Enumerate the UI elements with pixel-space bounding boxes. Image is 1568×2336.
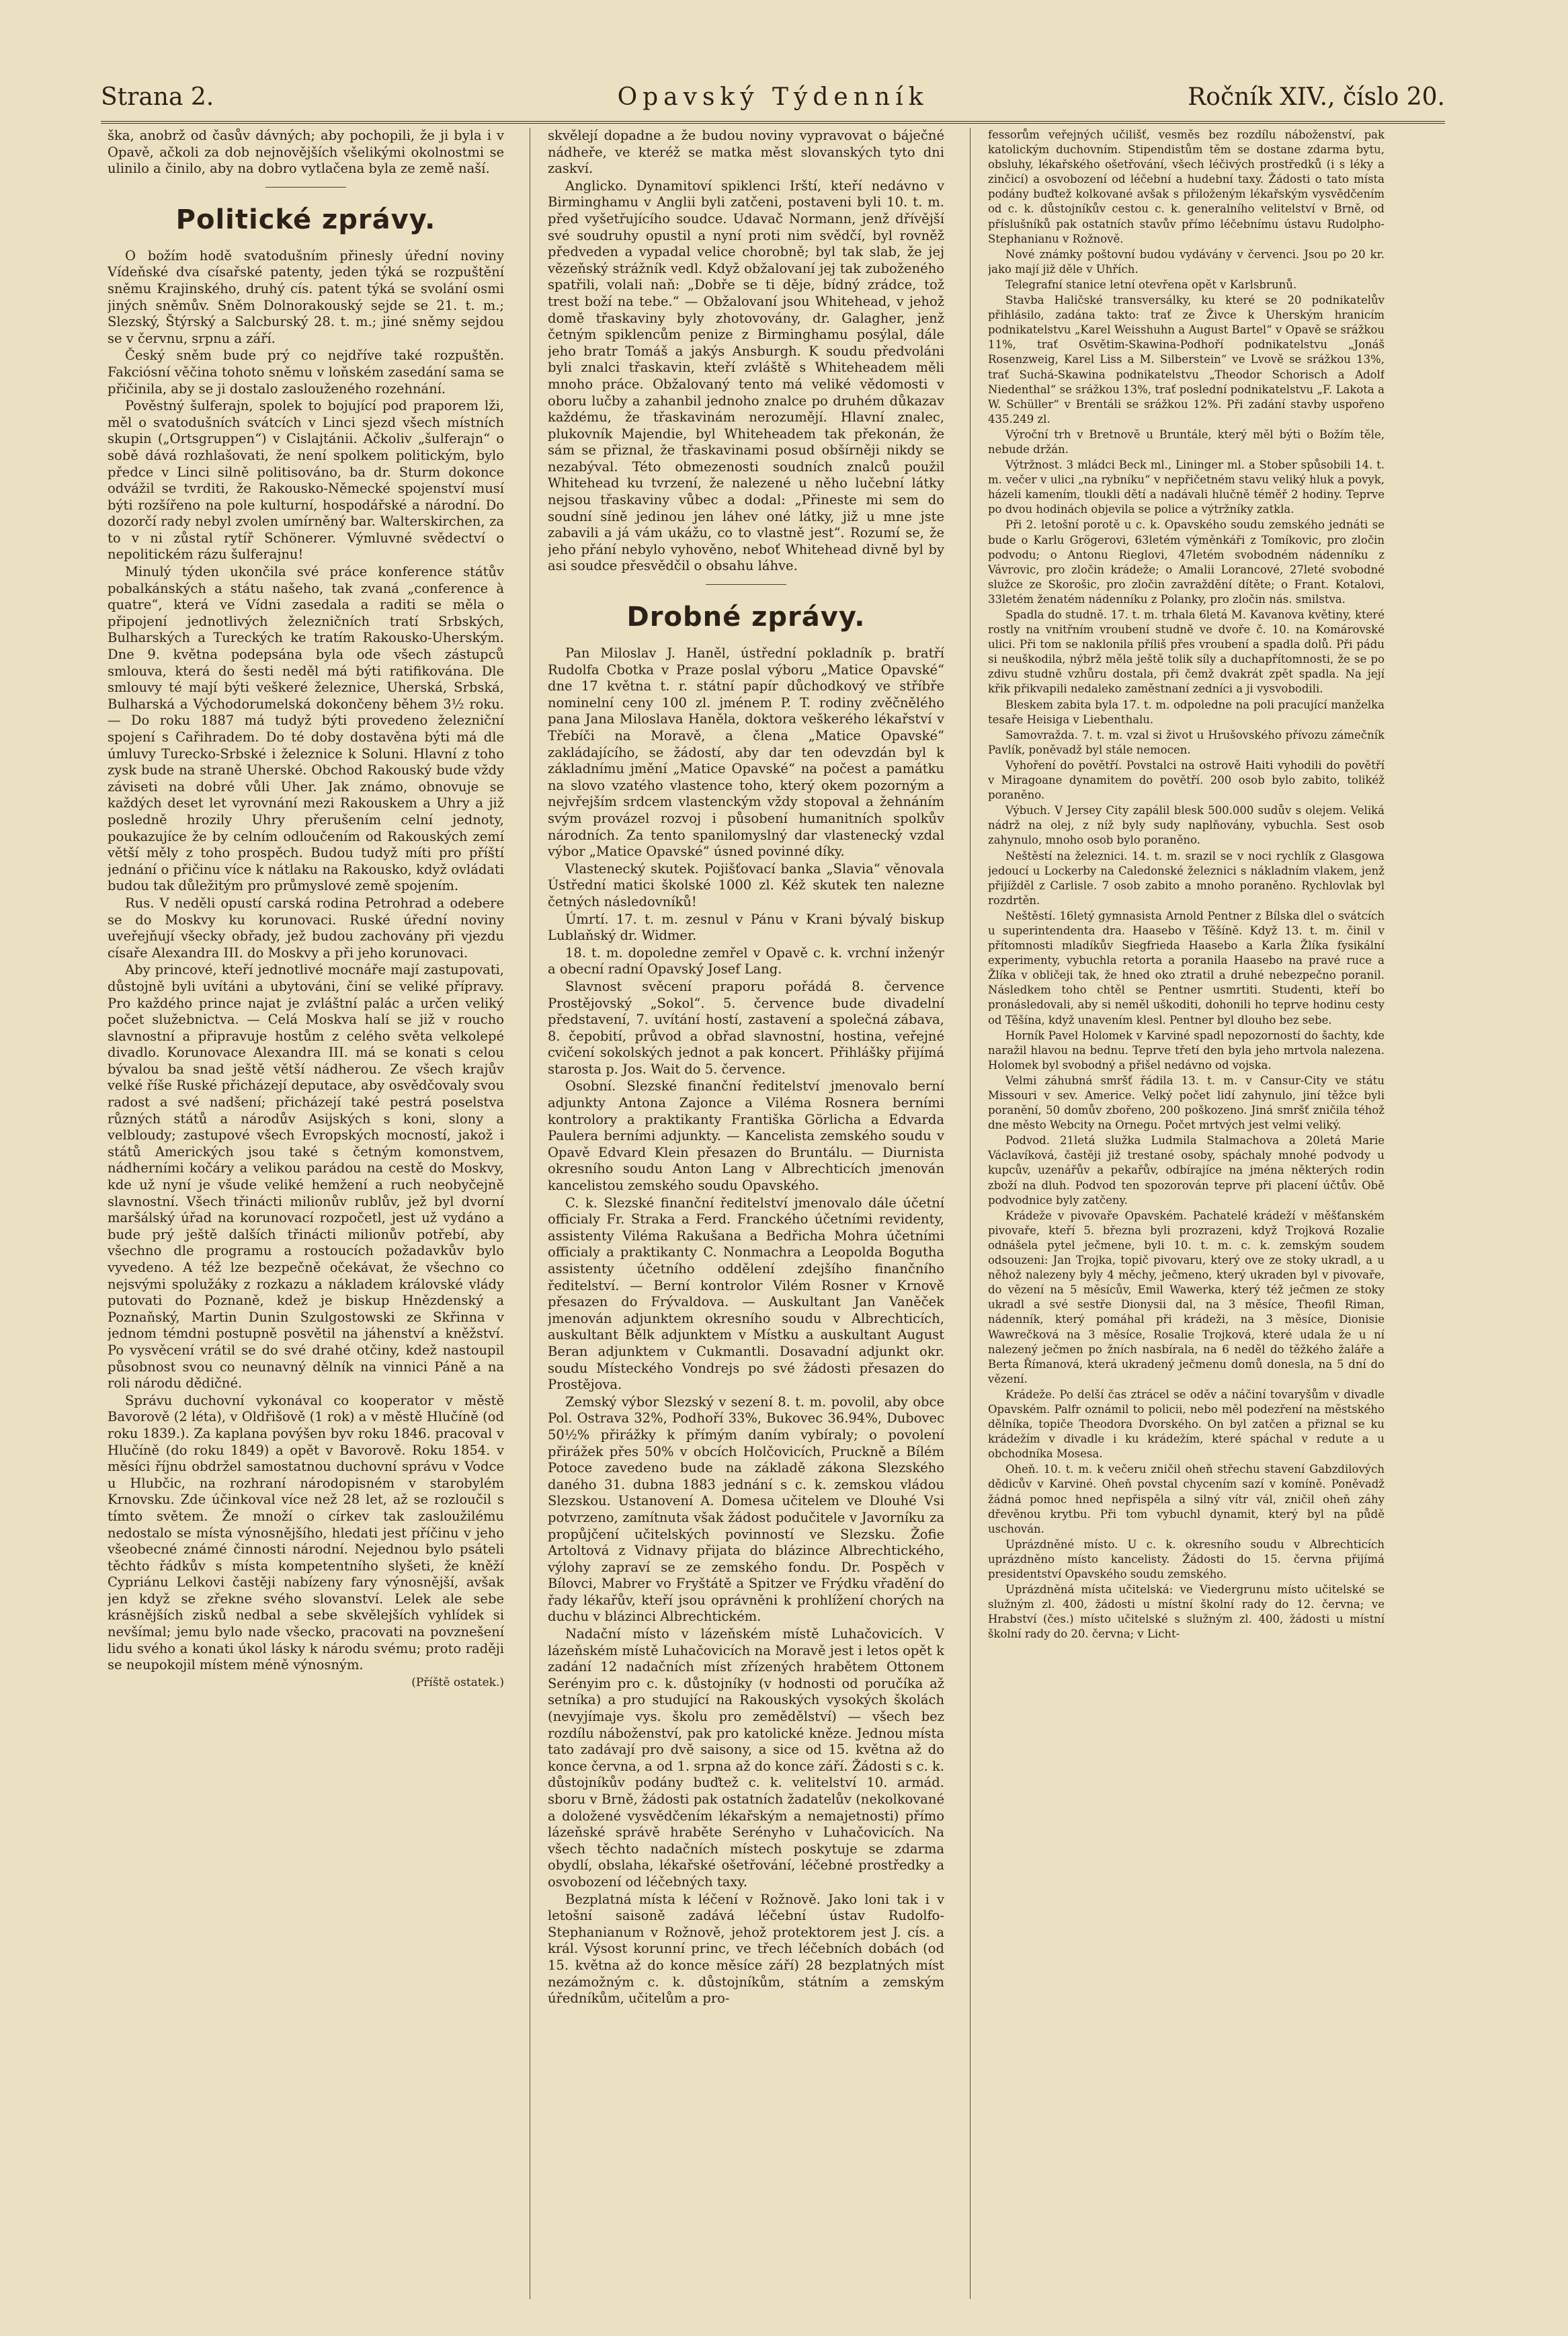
- news-item: Samovražda. 7. t. m. vzal si život u Hrušovského přívozu zámečník Pavlík, poněvadž byl stále nemocen.: [988, 728, 1385, 756]
- news-item: Nové známky poštovní budou vydávány v červenci. Jsou po 20 kr. jako mají již děle v Uhřích.: [988, 247, 1385, 276]
- article-paragraph: Správu duchovní vykonával co kooperator v městě Bavorově (2 léta), v Oldřišově (1 rok) a v městě Hlučíně (od roku 1839.). Za kaplana povýšen byv roku 1846. pracoval v Hlučíně (do roku 1849) a opět v Bavorově. Roku 1854. v měsíci říjnu obdržel samostatnou duchovní správu v Vodce u Hlubčic, na rozhraní národopisném v starobylém Krnovsku. Zde účinkoval více než 28 let, až se rozloučil s tímto světem. Že množí o církev tak zasloužilému nedostalo se místa výnosnějšího, hledati jest příčinu v jeho všeobecné známé činnosti národní. Nejednou bylo psáteli těchto řádkův s místa kompetentního slyšeti, že kněží Cypriánu Lelkovi častěji nabízeny fary výnosnější, avšak jen když se zřekne svého slovanství. Lelek ale sebe krásnějších zisků nedbal a sebe skvělejších vyhlídek si nevšímal; jemu bylo nade všecko, pracovati na povznešení lidu svého a konati úkol lásky k národu svému; proto raději se neupokojil místem méně výnosným.: [108, 1392, 504, 1673]
- news-item: C. k. Slezské finanční ředitelství jmenovalo dále účetní officialy Fr. Straka a Ferd. Franckého účetními revidenty, assistenty Viléma Rakušana a Bedřicha Mohra účetními officialy a praktikanty C. Nonmachra a Leopolda Bogutha assistenty účetního oddělení zdejšího finančního ředitelství. — Berní kontrolor Vilém Rosner v Krnově přesazen do Frývaldova. — Auskultant Jan Vaněček jmenován adjunktem okresního soudu v Albrechticích, auskultant Bělk adjunktem v Místku a auskultant August Beran adjunktem v Cukmantli. Dosavadní adjunkt okr. soudu Místeckého Vondrejs po své žádosti přesazen do Prostějova.: [548, 1195, 944, 1393]
- section-heading-short-news: Drobné zprávy.: [626, 602, 866, 633]
- continued-note: (Příště ostatek.): [411, 1675, 504, 1689]
- news-item: Spadla do studně. 17. t. m. trhala 6letá M. Kavanova květiny, které rostly na vnitřním vroubení studně ve dvoře č. 10. na Komárovské ulici. Při tom se naklonila příliš přes vroubení a spadla dolů. Při pádu si neuškodila, nýbrž měla ještě tolik síly a duchapřítomnosti, že se po zdivu studně vzhůru dostala, při čemž dvakrát zpět spadla. Na její křik přikvapili nedaleko zaměstnaní zedníci a ji vysvobodili.: [988, 608, 1385, 696]
- article-paragraph: Rus. V neděli opustí carská rodina Petrohrad a odebere se do Moskvy ku korunovaci. Ruské úřední noviny uveřejňují všecky obřady, jež budou zachovány při vjezdu císaře Alexandra III. do Moskvy a při jeho korunovaci.: [108, 895, 504, 961]
- news-item: Bezplatná místa k léčení v Rožnově. Jako loni tak i v letošní saisoně zadává léčební ústav Rudolfo-Stephanianum v Rožnově, jehož protektorem jest J. cís. a král. Výsost korunní princ, ve třech léčebních dobách (od 15. května až do konce měsíce září) 28 bezplatných míst nezámožným c. k. důstojníkům, státním a zemským úředníkům, učitelům a pro-: [548, 1891, 944, 2007]
- news-item: Zemský výbor Slezský v sezení 8. t. m. povolil, aby obce Pol. Ostrava 32%, Podhoří 33%, Bukovec 36.94%, Dubovec 50½% přirážky k přímým daním vybíraly; o povolení přirážek přes 50% v obcích Holčovicích, Pruckně a Bílém Potoce zavedeno bude na základě zákona Slezského daného 31. dubna 1883 jednání s c. k. zemskou vládou Slezskou. Ustanovení A. Domesa učitelem ve Dlouhé Vsi potvrzeno, zamítnuta však žádost podučitele v Javorníku za propůjčení učitelských povinností ve Slezsku. Žofie Artoltová z Vidnavy přijata do blázince Albrechtického, výlohy zapraví se ze zemského fondu. Dr. Pospěch v Bílovci, Mabrer vo Fryštátě a Spitzer ve Frýdku vřadění do řady lékařův, kteří jsou oprávněni k prohlížení chorých na duchu v blázinci Albrechtickém.: [548, 1394, 944, 1625]
- issue-info: Ročník XIV., číslo 20.: [1188, 83, 1445, 111]
- news-item: Nadační místo v lázeňském místě Luhačovicích. V lázeňském místě Luhačovicích na Moravě jest i letos opět k zadání 12 nadačních míst zřízených hrabětem Ottonem Serényim pro c. k. důstojníky (v hodnosti od poručíka až setníka) a pro studující na Rakouských vysokých školách (nevyjímaje vys. školu pro zemědělství) — všech bez rozdílu náboženství, pak pro katolické kněze. Jednou místa tato zadávají pro dvě saisony, a sice od 15. května až do konce června, a od 1. srpna až do konce září. Žádosti s c. k. důstojníkův podány buďtež c. k. velitelství 10. armád. sboru v Brně, žádosti pak ostatních žadatelův (nekolkované a doložené vysvědčením lékařským a nemajetnosti) přímo lázeňské správě hraběte Serényho v Luhačovicích. Na všech těchto nadačních místech poskytuje se zdarma obydlí, obslaha, lékařské ošetřování, léčebné prostředky a osvobození od léčebných taxy.: [548, 1626, 944, 1890]
- news-item: Horník Pavel Holomek v Karviné spadl nepozorností do šachty, kde naražil hlavou na bednu. Teprve třetí den byla jeho mrtvola nalezena. Holomek byl svobodný a přišel nedávno od vojska.: [988, 1029, 1385, 1072]
- article-continuation: skvělejí dopadne a že budou noviny vypravovat o báječné nádheře, ve kteréž se matka měst slovanských tyto dni zaskví.: [548, 128, 944, 177]
- news-item: Neštěstí. 16letý gymnasista Arnold Pentner z Bílska dlel o svátcích u superintendenta dra. Haasebo v Těšíně. Když 13. t. m. činil v přítomnosti mladíkův Siegfrieda Haasebo a Karla Žlíka fysikální experimenty, vybuchla retorta a poranila Haasebo na pravé ruce a Žlíka v obličeji tak, že hned oko ztratil a druhé nebezpečno poranil. Následkem toho chtěl se Pentner usmrtiti. Studenti, kteří bo pronásledovali, aby si neměl uškoditi, dohonili ho teprve hodinu cesty od Těšína, když unavením klesl. Pentner byl dlouho bez sebe.: [988, 909, 1385, 1026]
- article-continuation: ška, anobrž od časův dávných; aby pochopili, že ji byla i v Opavě, ačkoli za dob nejnovějších všelikými okolnostmi se ulinilo a činilo, aby na dobro vytlačena byla ze země naší.: [108, 128, 504, 177]
- column-divider: [970, 128, 971, 2299]
- article-paragraph: Pověstný šulferajn, spolek to bojující pod praporem lži, měl o svatodušních svátcích v Linci sjezd všech místních skupin („Ortsgruppen“) v Cislajtánii. Ačkoliv „šulferajn“ o sobě dává rozhlašovati, že není spolkem politickým, bylo předce v Linci silně politisováno, ba dr. Sturm dokonce odvážil se tvrditi, že Rakousko-Německé spojenství musí býti rozšířeno na pole kulturní, hospodářské a národní. Do dozorčí rady nebyl zvolen umírněný bar. Walterskirchen, za to v ni zůstal rytíř Schönerer. Výmluvné svědectví o nepolitickém rázu šulferajnu!: [108, 398, 504, 563]
- news-item: Krádeže. Po delší čas ztrácel se oděv a náčiní tovaryšům v divadle Opavském. Palfr oznámil to policii, nebo měl podezření na městského dělníka, topiče Theodora Dvorského. On byl zatčen a přiznal se ku krádežím v divadle i ku krádežím, které spáchal v redute a u obchodníka Mosesa.: [988, 1387, 1385, 1461]
- section-divider: [265, 187, 346, 188]
- news-item: Úmrtí. 17. t. m. zesnul v Pánu v Krani bývalý biskup Lublaňský dr. Widmer.: [548, 911, 944, 944]
- news-item: Oheň. 10. t. m. k večeru zničil oheň střechu stavení Gabzdilových dědicův v Karviné. Oheň povstal chycením sazí v komíně. Poněvadž žádná pomoc hned nepřispěla a silný vítr vál, zničil oheň záhy dřevěnou krytbu. Při tom vybuchl dynamit, který byl na půdě uschován.: [988, 1463, 1385, 1535]
- article-paragraph: O božím hodě svatodušním přinesly úřední noviny Vídeňské dva císařské patenty, jeden týká se rozpuštění sněmu Krajinského, druhý cís. patent týká se svolání osmi jiných sněmův. Sněm Dolnorakouský sejde se 21. t. m.; Slezský, Štýrský a Salcburský 28. t. m.; jiné sněmy sejdou se v červnu, srpnu a září.: [108, 247, 504, 346]
- news-item: 18. t. m. dopoledne zemřel v Opavě c. k. vrchní inženýr a obecní radní Opavský Josef Lang.: [548, 944, 944, 977]
- page-header: [101, 79, 1445, 124]
- news-item: Krádeže v pivovaře Opavském. Pachatelé krádeží v měšťanském pivovaře, kteří 5. března byli prozrazeni, když Trojková Rozalie odnášela pytel ječmene, byli 10. t. m. c. k. zemským soudem odsouzeni: Jan Trojka, topič pivovaru, který ove ze stoky ukradl, a u něhož nalezeny byly 4 měchy, ječmeno, který ukraden byl v pivovaře, do vězení na 5 měsícův, Emil Wawerka, který též ječmen ze stoky ukradl a své sestře Dionysii dal, na 3 měsíce, Theofil Riman, nádenník, který pomáhal při krádeži, na 3 měsíce, Dionisie Wawrečková na 3 měsíce, Rosalie Trojková, které udala že u ní nalezený ječmen po žních nasbírala, na 6 neděl do těžkého žaláře a Berta Římanová, která ukradený ječmenu domů donesla, na 5 dní do vězení.: [988, 1209, 1385, 1385]
- news-item: Vlastenecký skutek. Pojišťovací banka „Slavia“ věnovala Ústřední matici školské 1000 zl. Kéž skutek ten nalezne četných následovníků!: [548, 860, 944, 910]
- section-divider: [706, 584, 786, 585]
- news-item: Osobní. Slezské finanční ředitelství jmenovalo berní adjunkty Antona Zajonce a Viléma Rosnera berními kontrolory a praktikanty Františka Görlicha a Edvarda Paulera berními adjunkty. — Kancelista zemského soudu v Opavě Edvard Klein přesazen do Bruntálu. — Diurnista okresního soudu Anton Lang v Albrechticích jmenován kancelistou zemského soudu Opavského.: [548, 1078, 944, 1194]
- news-item: Stavba Haličské transversálky, ku které se 20 podnikatelův přihlásilo, zadána takto: trať ze Živce k Uherským hranicím podnikatelstvu „Karel Weisshuhn a August Bartel“ v Opavě se srážkou 11%, trať Osvětim-Skawina-Podhoří podnikatelstvu „Jonáš Rosenzweig, Karel Liss a M. Silberstein“ ve Lvově se srážkou 13%, trať Suchá-Skawina podnikatelstvu „Theodor Schorisch a Adolf Niedenthal“ se srážkou 13%, trať poslední podnikatelstvu „F. Lakota a W. Schüller“ v Brentáli se srážkou 12%. Při zadání stavby uspořeno 435.249 zl.: [988, 294, 1385, 426]
- news-item: Při 2. letošní porotě u c. k. Opavského soudu zemského jednáti se bude o Karlu Grögerovi, 63letém výměnkáři z Tomíkovic, pro zločin podvodu; o Antonu Rieglovi, 47letém svobodném nádenníku z Vávrovic, pro zločin krádeže; o Amalii Lorancové, 27leté svobodné služce ze Skorošic, pro zločin zavraždění dítěte; o Frant. Kotalovi, 33letém ženatém nádenníku z Polanky, pro zločin nás. smilstva.: [988, 518, 1385, 606]
- masthead-title: Opavský Týdenník: [617, 83, 929, 111]
- column-3: [988, 128, 1385, 2299]
- news-item: Uprázdněné místo. U c. k. okresního soudu v Albrechticích uprázdněno místo kancelisty. Žádosti do 15. června přijímá presidentství Opavského soudu zemského.: [988, 1537, 1385, 1580]
- news-item: Bleskem zabita byla 17. t. m. odpoledne na poli pracující manželka tesaře Heisiga v Liebenthalu.: [988, 698, 1385, 726]
- article-paragraph: Český sněm bude prý co nejdříve také rozpuštěn. Fakciósní věčina tohoto sněmu v loňském zasedání sama se přičinila, aby se ji dostalo zaslouženého rozehnání.: [108, 348, 504, 397]
- article-paragraph: Minulý týden ukončila své práce konference státův pobalkánských a státu našeho, tak zvaná „conference à quatre“, která ve Vídni zasedala a raditi se měla o připojení jednotlivých železničních tratí Srbských, Bulharských a Tureckých ke tratím Rakousko-Uherským. Dne 9. května podepsána byla ode všech zástupců smlouva, která do šesti neděl má býti ratifikována. Dle smlouvy té mají býti veškeré železnice, Uherská, Srbská, Bulharská a Východorumelská dokončeny během 3½ roku. — Do roku 1887 má tudyž býti provedeno železniční spojení s Cařihradem. Do té doby dostavěna býti má dle úmluvy Turecko-Srbské i železnice k Soluni. Hlavní z toho zysk bude na straně Uherské. Obchod Rakouský bude vždy záviseti na dobré vůli Uher. Jak známo, obnovuje se každých deset let vyrovnání mezi Rakouskem a Uhry a již posledně hrozily Uhry přerušením celní jednoty, poukazujíce že by celním odloučením od Rakouských zemí větší měly z toho prospěch. Budou tudyž míti pro příští jednání o přičinu více k nátlaku na Rakousko, když ovládati budou tak důležitým pro průmyslové země spojením.: [108, 564, 504, 894]
- news-item: Vyhoření do povětří. Povstalci na ostrově Haiti vyhodili do povětří v Miragoane dynamitem do povětří. 200 osob bylo zabito, tolikéž poraněno.: [988, 758, 1385, 802]
- news-item: Telegrafní stanice letní otevřena opět v Karlsbrunů.: [1005, 278, 1297, 291]
- news-item: Uprázdněná místa učitelská: ve Viedergrunu místo učitelské se služným zl. 400, žádosti u místní školní rady do 12. června; ve Hrabství (čes.) místo učitelské s služným zl. 400, žádosti u místní školní rady do 20. června; v Licht-: [988, 1583, 1385, 1641]
- news-item: fessorům veřejných učilišť, vesměs bez rozdílu náboženství, pak katolickým duchovním. Stipendistům těm se dostane zdarma bytu, obsluhy, lékařského ošetřování, všech léčivých prostředků (i s léky a zinčicí) a osvobození od léčební a hudební taxy. Žádosti o tato místa podány buďtež kolkované avšak s přiloženým lékařským vysvědčením od c. k. důstojníkův cestou c. k. generalního velitelství v Brně, od příslušníků pak ostatních stavův přímo léčebnímu ústavu Rudolpho-Stephanianu v Rožnově.: [988, 128, 1385, 245]
- news-item: Slavnost svěcení praporu pořádá 8. července Prostějovský „Sokol“. 5. července bude divadelní představení, 7. uvítání hostí, zastavení a společná zábava, 8. čepobití, průvod a obřad slavnostní, hostina, veřejné cvičení sokolských jednot a pak koncert. Přihlášky přijímá starosta p. Jos. Wait do 5. července.: [548, 978, 944, 1077]
- news-item: Velmi záhubná smršť řádila 13. t. m. v Cansur-City ve státu Missouri v sev. Americe. Velký počet lidí zahynulo, jiní těžce byli poranění, 50 domův zbořeno, 200 poškozeno. Jiná smršť zničila téhož dne město Webcity na Ornegu. Počet mrtvých jest velmi veliký.: [988, 1074, 1385, 1132]
- news-item: Podvod. 21letá služka Ludmila Stalmachova a 20letá Marie Václavíková, častěji již trestané osoby, spáchaly mnohé podvody u kupcův, uzenářův a pekařův, odbírajíce na jména některých rodin zboží na dluh. Podvod ten spozorován teprve při placení účtův. Obě podvodnice byly zatčeny.: [988, 1134, 1385, 1207]
- news-item: Výtržnost. 3 mládci Beck ml., Lininger ml. a Stober spůsobili 14. t. m. večer v ulici „na rybníku“ v nepřičetném stavu veliký hluk a povyk, házeli kamením, tlouk​li dětí a nadávali hlučně téměř 2 hodiny. Teprve po dvou hodinách objevila se police a výtržníky zatkla.: [988, 458, 1385, 516]
- column-2: [548, 128, 944, 2299]
- news-item: Neštěstí na železnici. 14. t. m. srazil se v noci rychlík z Glasgowa jedoucí u Lockerby na Caledonské železnici s nákladním vlakem, jenž přijížděl z Carlisle. 7 osob zabito a mnoho poraněno. Rychlovlak byl rozdrtěn.: [988, 849, 1385, 907]
- column-1: [108, 128, 504, 2299]
- news-item: Výbuch. V Jersey City zapálil blesk 500.000 sudův s olejem. Veliká nádrž na olej, z níž byly sudy naplňovány, vybuchla. Sest osob zahynulo, mnoho osob bylo poraněno.: [988, 804, 1385, 847]
- news-item: Výroční trh v Bretnově u Bruntále, který měl býti o Božím těle, nebude držán.: [988, 428, 1385, 456]
- news-item: Pan Miloslav J. Haněl, ústřední pokladník p. bratří Rudolfa Cbotka v Praze poslal výboru „Matice Opavské“ dne 17 května t. r. státní papír důchodkový ve stříbře nominelní ceny 100 zl. jménem P. T. rodiny zvěčnělého pana Jana Miloslava Haněla, doktora veškerého lékařství v Třebíči na Moravě, a člena „Matice Opavské“ zakládajícího, se žádostí, aby dar ten odevzdán byl k základnímu jmění „Matice Opavské“ na počest a památku na slovo vzatého vlastence toho, který okem pozorným a nejvřejším srdcem vlastenckým vždy stopoval a žehnáním svým provázel rozvoj i působení humanitních spolkův národních. Za tento spanilomyslný dar vlastenecký vzdal výbor „Matice Opavské“ úsned povinné díky.: [548, 645, 944, 860]
- article-paragraph: Anglicko. Dynamitoví spiklenci Irští, kteří nedávno v Birminghamu v Anglii byli zatčeni, postaveni byli 10. t. m. před vyšetřujícího soudce. Udavač Normann, jenž dřívější své soudruhy opustil a nyní proti nim svědčí, byl rovněž předveden a vypadal velice chorobně; byl tak slab, že jej vězeňský strážník vedl. Když obžalovaní jej tak zuboženého spatřili, volali naň: „Dobře se ti děje, bídný zrádce, tož trest boží na tebe.“ — Obžalovaní jsou Whitehead, v jehož domě třaskaviny byly zhotovovány, dr. Galagher, jenž četným spiklencům penize z Birminghamu posýlal, dále jeho bratr Tomáš a jakýs Ansburgh. K soudu předvoláni byli znalci třaskavin, kteří zvláště s Whiteheadem měli mnoho práce. Obžalovaný tento má veliké vědomosti v oboru lučby a zahanbil jednoho znalce po druhém důkazav každému, že třaskavinám nerozumějí. Hlavní znalec, plukovník Majendie, byl Whiteheadem tak překonán, že sám se přiznal, že třaskavinami posud obšírněji nikdy se nezabýval. Této obmezenosti soudních znalců použil Whitehead ku tvrzení, že nalezené u něho lučební látky nejsou třaskaviny vůbec a dodal: „Přineste mi sem do soudní síně jedinou jen láhev oné látky, již u mne jste zabavili a já vám ukážu, co to vlastně jest“. Rozumí se, že jeho přání nebylo vyhověno, neboť Whitehead divně byl by asi soudce přesvědčil o obsahu láhve.: [548, 177, 944, 574]
- section-heading-politics: Politické zprávy.: [175, 204, 436, 235]
- article-paragraph: Aby princové, kteří jednotlivé mocnáře mají zastupovati, důstojně byli uvítáni a ubytováni, činí se veliké přípravy. Pro každého prince najat je zvláštní palác a určen veliký počet služebnictva. — Celá Moskva halí se již v roucho slavnostní a připravuje hostům z celého světa velkolepé divadlo. Korunovace Alexandra III. má se konati s celou bývalou ba snad ještě větší nádherou. Ze všech krajův velké říše Ruské přicházejí deputace, aby osvědčovaly svou radost a své nadšení; přicházejí také pestrá poselstva různých států a národův Asijských s koni, slony a velbloudy; zastupové všech Evropských mocností, jakož i států Amerických jsou také s četným komonstvem, nádherními kočáry a velikou parádou na cestě do Moskvy, kde už nyní je všude veliké hemžení a ruch neobyčejně slavnostní. Všech třinácti milionův rublův, jež byl dvorní maršálský úřad na korunovací rozpočetl, jest už vydáno a bude prý ještě dalších třinácti milionův potřebí, aby všechno dle programu a rostoucích požadavkův bylo vyvedeno. A též lze bezpečně očekávat, že všechno co nejsvými spolužáky z rozkazu a nákladem královské vlády putovati do Poznaně, kdež je biskup Hnězdenský a Poznaňský, Martin Dunin Szulgostowski ze Skřinna v jednom témdni postupně posvětil na jáhenství a kněžství. Po vysvěcení vrátil se do své drahé otčiny, kdež nastoupil působnost svou co neunavný dělník na vinnici Páně a na roli národu dědičné.: [108, 962, 504, 1392]
- page-number: Strana 2.: [101, 83, 214, 111]
